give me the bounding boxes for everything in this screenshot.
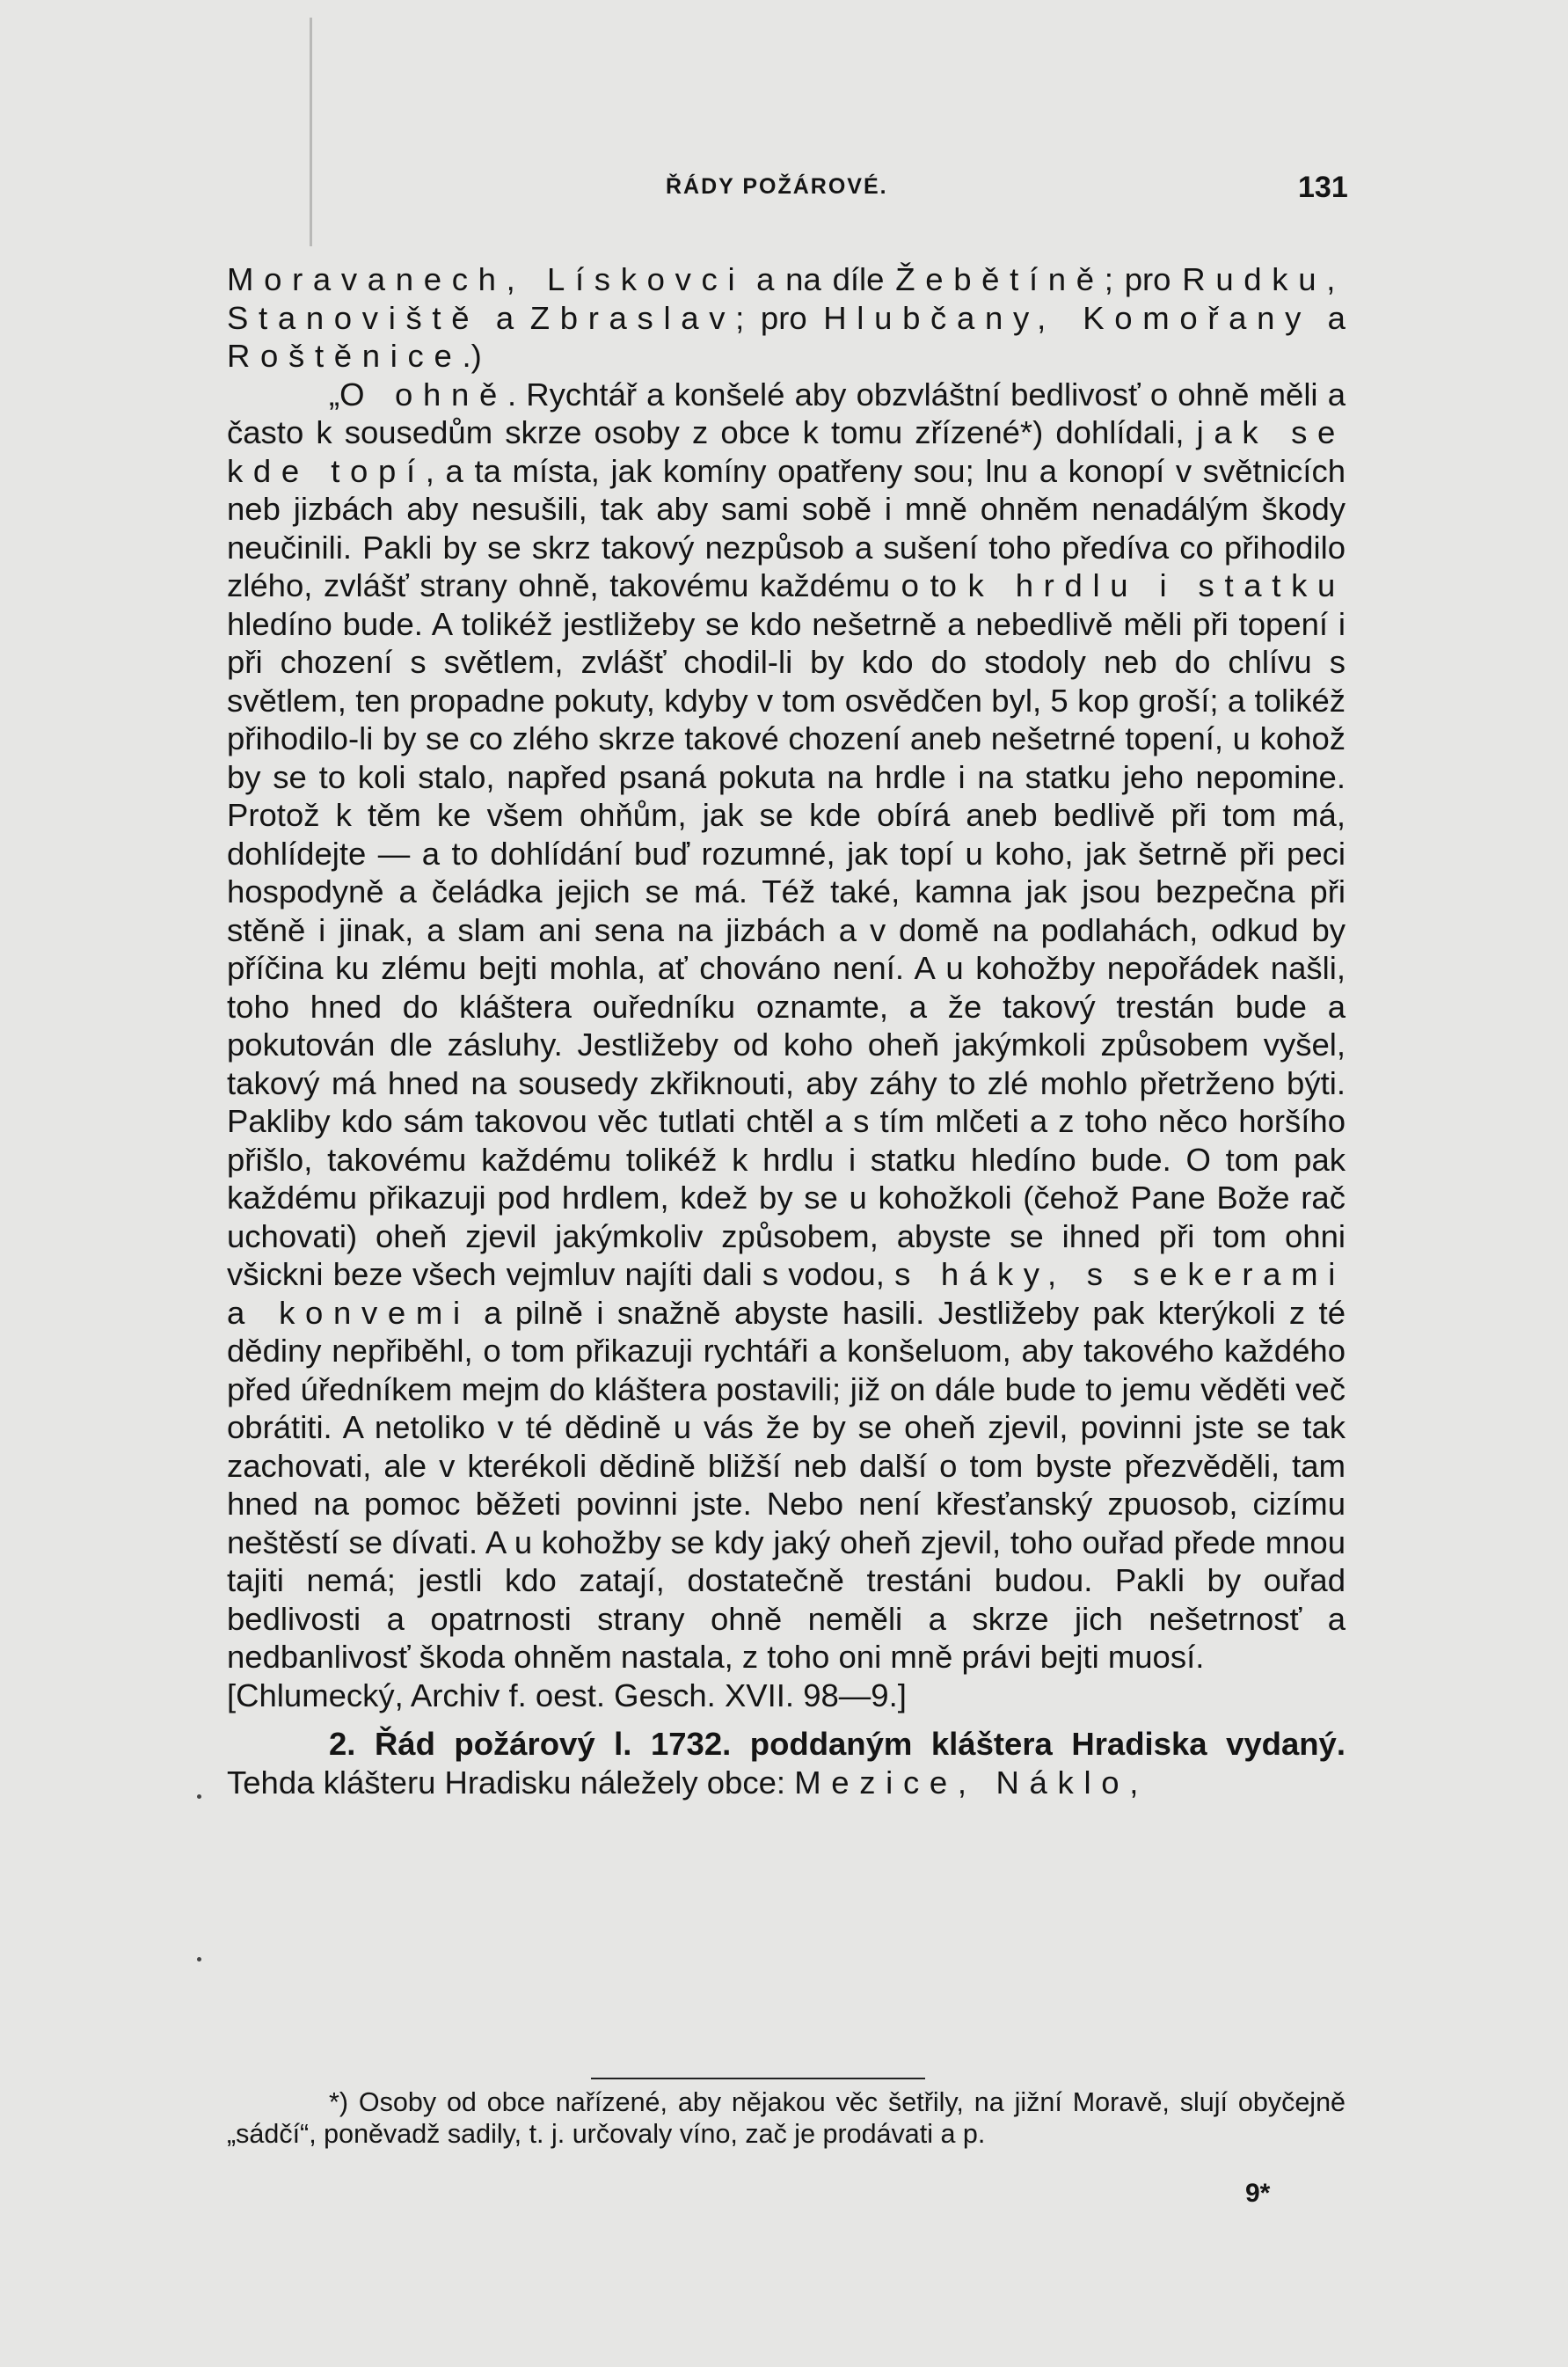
text-run: a: [479, 299, 530, 336]
place-name: Zbraslav: [529, 299, 736, 336]
emphasis: k hrdlu i statku: [967, 567, 1346, 603]
text-run: hledíno bude. A tolikéž jestližeby se kdo nešetrně a nebedlivě měli při topení i při chození s světlem, zvlášť chodil-li by kdo do stodoly neb do chlívu s světlem, ten propadne pokuty, kdyby v tom osvědčen byl, 5 kop groší; a tolikéž přihodilo-li by se co zlého skrze takové chození aneb nešetrné topení, u kohož by se to koli stalo, napřed psaná pokuta na hrdle i na statku jeho nepomine. Protož k těm ke všem ohňům, jak se kde obírá aneb bedlivě při tom má, dohlídejte — a to dohlídání buď rozumné, jak topí u koho, jak šetrně při peci hospodyně a čeládka jejich se má. Též také, kamna jak jsou bezpečna při stěně i jinak, a slam ani sena na jizbách a v domě na podlahách, odkud by příčina ku zlému bejti mohla, ať chováno není. A u kohožby nepořádek našli, toho hned do kláštera ouředníku oznamte, a že takový trestán bude a pokutován dle zásluhy. Jestližeby od koho oheň jakýmkoli způsobem vyšel, takový má hned na sousedy zkřiknouti, aby záhy to zlé mohlo přetrženo býti. Pakliby kdo sám takovou věc tutlati chtěl a s tím mlčeti a z toho něco horšího přišlo, takovému každému tolikéž k hrdlu i statku hledíno bude. O tom pak každému přikazuji pod hrdlem, kdež by se u kohožkoli (čehož Pane Bože rač uchovati) oheň zjevil jakýmkoliv způsobem, abyste se ihned při tom ohni všickni beze všech vejmluv najíti dali s vodou,: [227, 605, 1346, 1292]
place-name: Roštěnice: [227, 338, 463, 374]
signature-mark: 9*: [1245, 2179, 1271, 2208]
page-header: [0, 171, 1568, 209]
text-run: .): [462, 338, 482, 374]
place-names: Moravanech, Lískovci: [227, 261, 746, 297]
paragraph-2: [227, 376, 1346, 1715]
text-run: ; pro: [735, 299, 824, 336]
text-run: , a ta místa, jak komíny opatřeny sou; lnu a konopí v světnicích neb jizbách aby nesušili, tak aby sami sobě i mně ohněm nenadálým škody neučinili. Pakli by se skrz takový nezpůsob a sušení toho předíva co přihodilo zlého, zvlášť strany ohně, takovému každému o to: [227, 452, 1346, 603]
text-run: . Rychtář a konšelé aby obzvláštní bedlivosť o ohně měli a často k sousedům skrze osoby z obce k tomu zřízené*) dohlídali,: [227, 376, 1346, 450]
place-names: Hlubčany, Komořany: [823, 299, 1312, 336]
place-names: Mezice, Náklo: [794, 1764, 1130, 1801]
citation: [Chlumecký, Archiv f. oest. Gesch. XVII. 98—9.]: [227, 1677, 907, 1713]
footnote: *) Osoby od obce nařízené, aby nějakou věc šetřily, na jižní Moravě, slují obyčejně „sádčí“, poněvadž sadily, t. j. určovaly víno, zač je prodávati a p.: [227, 2087, 1346, 2149]
page-number: 131: [1298, 171, 1348, 204]
text-run: ,: [1129, 1764, 1139, 1801]
section-2: [227, 1725, 1346, 1801]
text-run: a: [1311, 299, 1346, 336]
place-names: Rudku, Stanoviště: [227, 261, 1346, 336]
speck: [197, 1794, 201, 1799]
text-run: ; pro: [1104, 261, 1183, 297]
paragraph-1: [227, 260, 1346, 376]
text-run: Tehda klášteru Hradisku náležely obce:: [227, 1764, 795, 1801]
section-2-heading: 2. Řád požárový l. 1732. poddaným kláštera Hradiska vydaný.: [329, 1726, 1346, 1762]
text-run: a na díle: [745, 261, 896, 297]
emphasis: jak se kde topí: [227, 414, 1346, 489]
running-title: ŘÁDY POŽÁROVÉ.: [666, 174, 888, 199]
emphasis: s háky, s sekerami a konvemi: [227, 1256, 1346, 1331]
section-heading: O ohně: [339, 376, 507, 413]
text-run: a pilně i snažně abyste hasili. Jestližeby pak kterýkoli z té dědiny nepřiběhl, o tom přikazuji rychtáři a konšeluom, aby takového každého před úředníkem mejm do kláštera postavili; již on dále bude to jemu věděti več obrátiti. A netoliko v té dědině u vás že by se oheň zjevil, povinni jste se tak zachovati, ale v kterékoli dědině bližší neb další o tom byste přezvěděli, tam hned na pomoc běžeti povinni jste. Nebo není křesťanský zpuosob, cizímu neštěstí se dívati. A u kohožby se kdy jaký oheň zjevil, toho ouřad přede mnou tajiti nemá; jestli kdo zatají, dostatečně trestáni budou. Pakli by ouřad bedlivosti a opatrnosti strany ohně neměli a skrze jich nešetrnosť a nedbanlivosť škoda ohněm nastala, z toho oni mně právi bejti muosí.: [227, 1294, 1346, 1675]
place-name: Žebětíně: [895, 261, 1105, 297]
body-text: [227, 260, 1346, 1801]
page-edge-shadow: [310, 18, 312, 246]
text-run: „: [329, 376, 340, 413]
footnote-rule: [591, 2078, 925, 2079]
speck: [197, 1957, 201, 1962]
